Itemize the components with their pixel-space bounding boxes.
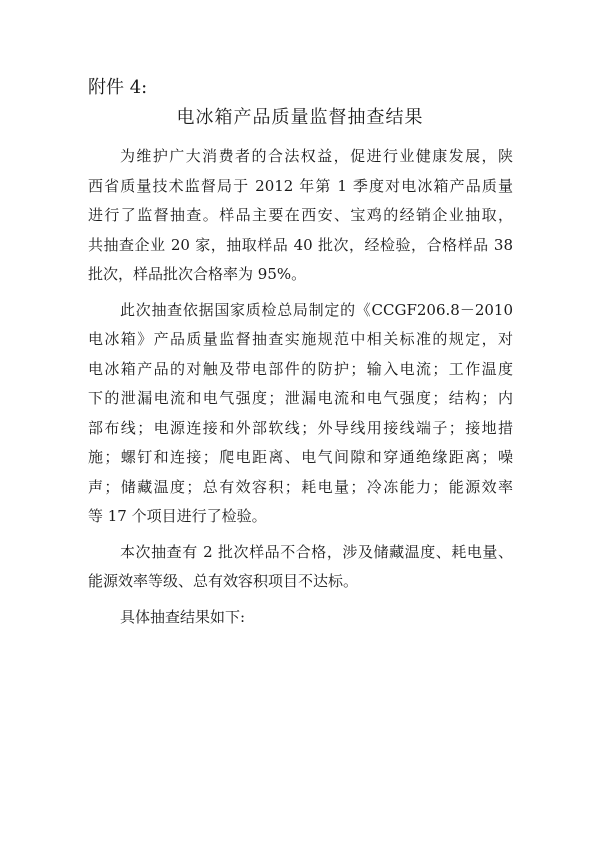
paragraph-line: 声；储藏温度；总有效容积；耗电量；冷冻能力；能源效率: [88, 477, 513, 496]
paragraph-line: 电冰箱产品的对触及带电部件的防护；输入电流；工作温度: [88, 359, 513, 378]
paragraph-line: 电冰箱》产品质量监督抽查实施规范中相关标准的规定，对: [88, 330, 513, 348]
paragraph-line: 具体抽查结果如下:: [120, 607, 246, 626]
paragraph-line: 共抽查企业 20 家，抽取样品 40 批次，经检验，合格样品 38: [88, 235, 513, 254]
attachment-label: 附件 4:: [88, 77, 148, 98]
document-title: 电冰箱产品质量监督抽查结果: [176, 107, 424, 128]
paragraph-line: 批次，样品批次合格率为 95%。: [88, 265, 307, 283]
paragraph-line: 部布线；电源连接和外部软线；外导线用接线端子；接地措: [88, 418, 513, 437]
paragraph-line: 下的泄漏电流和电气强度；泄漏电流和电气强度；结构；内: [88, 389, 513, 407]
paragraph-line: 西省质量技术监督局于 2012 年第 1 季度对电冰箱产品质量: [88, 176, 513, 195]
paragraph-nonconformity: [88, 538, 513, 597]
document-body: [88, 142, 513, 632]
paragraph-line: 施；螺钉和连接；爬电距离、电气间隙和穿通绝缘距离；噪: [88, 448, 513, 466]
paragraph-line: 进行了监督抽查。样品主要在西安、宝鸡的经销企业抽取，: [88, 206, 513, 224]
paragraph-survey-summary: [88, 142, 513, 290]
paragraph-line: 为维护广大消费者的合法权益，促进行业健康发展，陕: [120, 147, 513, 165]
paragraph-test-basis: [88, 296, 513, 532]
paragraph-line: 等 17 个项目进行了检验。: [88, 507, 267, 525]
paragraph-results-intro: [88, 603, 513, 633]
paragraph-line: 此次抽查依据国家质检总局制定的《CCGF206.8－2010: [120, 300, 513, 319]
paragraph-line: 能源效率等级、总有效容积项目不达标。: [88, 572, 359, 590]
paragraph-line: 本次抽查有 2 批次样品不合格，涉及储藏温度、耗电量、: [120, 542, 513, 561]
